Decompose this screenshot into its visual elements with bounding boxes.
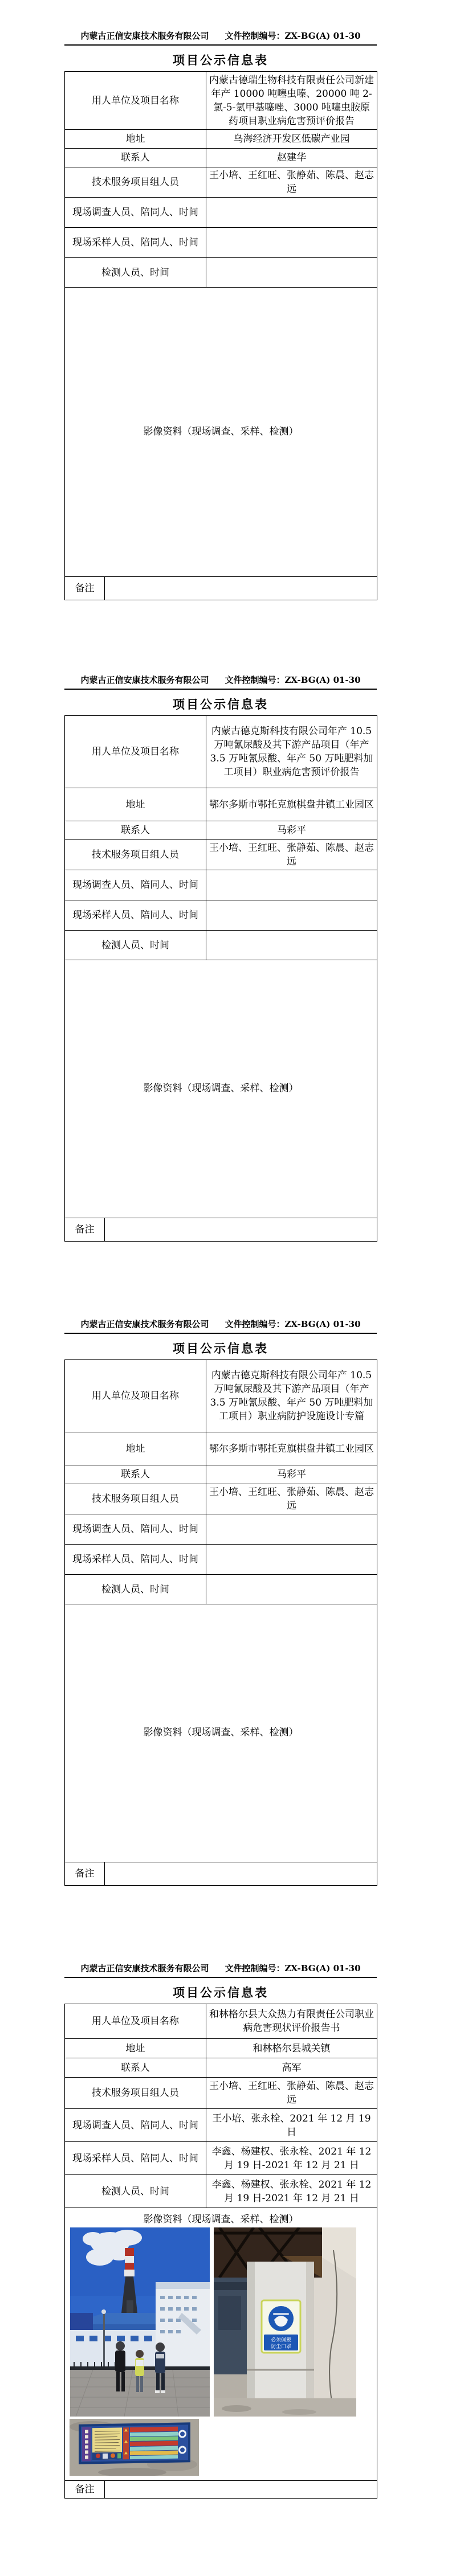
remarks-label: 备注 [65, 1862, 105, 1886]
table-row [65, 716, 377, 788]
company-name: 内蒙古正信安康技术服务有限公司 [80, 1319, 209, 1329]
tech-team-value: 王小培、王红旺、张静茹、陈晨、赵志远 [206, 167, 377, 198]
table-row [65, 149, 377, 167]
document-page-3 [0, 1288, 456, 1932]
testing-label: 检测人员、时间 [65, 931, 206, 960]
tech-team-value: 王小培、王红旺、张静茹、陈晨、赵志远 [206, 1484, 377, 1514]
table-row [65, 788, 377, 821]
table-row [65, 130, 377, 149]
project-info-table [64, 1359, 377, 1886]
testing-value [206, 258, 377, 288]
doc-control-number: 文件控制编号：ZX-BG(A) 01-30 [225, 31, 361, 41]
page-header [57, 1318, 384, 1330]
table-row [65, 1484, 377, 1514]
company-name: 内蒙古正信安康技术服务有限公司 [80, 675, 209, 685]
table-row [65, 1862, 377, 1886]
sampling-label: 现场采样人员、陪同人、时间 [65, 1545, 206, 1575]
table-row [65, 1432, 377, 1465]
header-rule [64, 44, 377, 46]
survey-value [206, 198, 377, 228]
contact-label: 联系人 [65, 2058, 206, 2078]
sign-text-line1: 必须佩戴 [270, 2337, 292, 2343]
table-row [65, 1514, 377, 1545]
contact-value: 高军 [206, 2058, 377, 2078]
page-title: 项目公示信息表 [173, 697, 268, 711]
table-row [65, 1465, 377, 1484]
contact-label: 联系人 [65, 149, 206, 167]
doc-control-number: 文件控制编号：ZX-BG(A) 01-30 [225, 1319, 361, 1329]
tech-team-value: 王小培、王红旺、张静茹、陈晨、赵志远 [206, 840, 377, 870]
table-row [65, 2175, 377, 2208]
table-row [65, 2481, 377, 2499]
media-cell [65, 960, 377, 1218]
testing-label: 检测人员、时间 [65, 1575, 206, 1604]
contact-value: 赵建华 [206, 149, 377, 167]
page-title: 项目公示信息表 [173, 53, 268, 67]
table-row [65, 198, 377, 228]
testing-value [206, 931, 377, 960]
media-cell [65, 288, 377, 577]
dust-mask-sign-photo [214, 2227, 356, 2417]
remarks-label: 备注 [65, 1218, 105, 1242]
table-row [65, 577, 377, 600]
tech-team-label: 技术服务项目组人员 [65, 167, 206, 198]
table-row [65, 1218, 377, 1242]
media-cell [65, 1604, 377, 1862]
media-section-label: 影像资料（现场调查、采样、检测） [143, 1727, 299, 1738]
survey-label: 现场调查人员、陪同人、时间 [65, 2109, 206, 2142]
header-rule [64, 1333, 377, 1334]
contact-value: 马彩平 [206, 821, 377, 840]
table-row [65, 228, 377, 258]
sampling-label: 现场采样人员、陪同人、时间 [65, 2142, 206, 2175]
employer-project-value: 内蒙古德克斯科技有限公司年产 10.5 万吨氰尿酸及其下游产品项目（年产 3.5 万吨氰尿酸、年产 50 万吨肥料加工项目）职业病防护设施设计专篇 [206, 1360, 377, 1432]
page-header [57, 674, 384, 686]
table-row [65, 870, 377, 900]
table-row [65, 821, 377, 840]
remarks-label: 备注 [65, 2481, 105, 2499]
employer-project-label: 用人单位及项目名称 [65, 1360, 206, 1432]
remarks-value [105, 2481, 377, 2499]
address-label: 地址 [65, 788, 206, 821]
doc-control-number: 文件控制编号：ZX-BG(A) 01-30 [225, 675, 361, 685]
media-section-label: 影像资料（现场调查、采样、检测） [143, 425, 299, 437]
employer-project-value: 和林格尔县大众热力有限责任公司职业病危害现状评价报告书 [206, 2004, 377, 2039]
hazard-notice-board-photo [70, 2419, 199, 2476]
remarks-value [105, 577, 377, 600]
page-header [57, 30, 384, 42]
table-row [65, 2142, 377, 2175]
table-row [65, 2004, 377, 2039]
employer-project-label: 用人单位及项目名称 [65, 72, 206, 130]
table-row [65, 1575, 377, 1604]
table-row [65, 1360, 377, 1432]
media-cell [65, 2208, 377, 2481]
address-label: 地址 [65, 1432, 206, 1465]
document-page-2 [0, 644, 456, 1288]
project-info-table [64, 715, 377, 1242]
contact-label: 联系人 [65, 1465, 206, 1484]
table-row [65, 167, 377, 198]
table-row [65, 931, 377, 960]
tech-team-value: 王小培、王红旺、张静茹、陈晨、赵志远 [206, 2078, 377, 2109]
remarks-value [105, 1218, 377, 1242]
address-label: 地址 [65, 130, 206, 149]
contact-label: 联系人 [65, 821, 206, 840]
project-info-table [64, 71, 377, 600]
table-row [65, 2078, 377, 2109]
header-rule [64, 689, 377, 690]
document-page-4 [0, 1932, 456, 2576]
media-section-label: 影像资料（现场调查、采样、检测） [143, 1083, 299, 1094]
tech-team-label: 技术服务项目组人员 [65, 1484, 206, 1514]
tech-team-label: 技术服务项目组人员 [65, 2078, 206, 2109]
table-row [65, 2058, 377, 2078]
employer-project-value: 内蒙古德瑞生物科技有限责任公司新建年产 10000 吨噻虫嗪、20000 吨 2-氯-5-氯甲基噻唑、3000 吨噻虫胺原药项目职业病危害预评价报告 [206, 72, 377, 130]
page-title: 项目公示信息表 [173, 1341, 268, 1355]
dust-mask-sign [262, 2300, 300, 2353]
table-row [65, 288, 377, 577]
contact-value: 马彩平 [206, 1465, 377, 1484]
sampling-value [206, 900, 377, 931]
address-label: 地址 [65, 2039, 206, 2058]
table-row [65, 2039, 377, 2058]
table-row [65, 1604, 377, 1862]
address-value: 鄂尔多斯市鄂托克旗棋盘井镇工业园区 [206, 788, 377, 821]
table-row [65, 1545, 377, 1575]
testing-label: 检测人员、时间 [65, 258, 206, 288]
table-row [65, 900, 377, 931]
survey-value [206, 870, 377, 900]
sampling-label: 现场采样人员、陪同人、时间 [65, 900, 206, 931]
address-value: 鄂尔多斯市鄂托克旗棋盘井镇工业园区 [206, 1432, 377, 1465]
survey-label: 现场调查人员、陪同人、时间 [65, 1514, 206, 1545]
testing-label: 检测人员、时间 [65, 2175, 206, 2208]
employer-project-label: 用人单位及项目名称 [65, 2004, 206, 2039]
testing-value [206, 1575, 377, 1604]
company-name: 内蒙古正信安康技术服务有限公司 [80, 31, 209, 41]
sign-text-line2: 防尘口罩 [270, 2344, 292, 2350]
address-value: 和林格尔县城关镇 [206, 2039, 377, 2058]
sampling-value [206, 1545, 377, 1575]
sampling-label: 现场采样人员、陪同人、时间 [65, 228, 206, 258]
survey-label: 现场调查人员、陪同人、时间 [65, 870, 206, 900]
table-row [65, 2208, 377, 2481]
table-row [65, 840, 377, 870]
document-page-1 [0, 0, 456, 644]
employer-project-value: 内蒙古德克斯科技有限公司年产 10.5 万吨氰尿酸及其下游产品项目（年产 3.5 万吨氰尿酸、年产 50 万吨肥料加工项目）职业病危害预评价报告 [206, 716, 377, 788]
testing-value: 李鑫、杨建权、张永栓、2021 年 12月 19 日-2021 年 12 月 21 日 [206, 2175, 377, 2208]
table-row [65, 72, 377, 130]
table-row [65, 258, 377, 288]
page-title: 项目公示信息表 [173, 1985, 268, 2000]
employer-project-label: 用人单位及项目名称 [65, 716, 206, 788]
photo-row [68, 2227, 374, 2417]
survey-value: 王小培、张永栓、2021 年 12 月 19日 [206, 2109, 377, 2142]
survey-label: 现场调查人员、陪同人、时间 [65, 198, 206, 228]
sampling-value: 李鑫、杨建权、张永栓、2021 年 12月 19 日-2021 年 12 月 21 日 [206, 2142, 377, 2175]
doc-control-number: 文件控制编号：ZX-BG(A) 01-30 [225, 1963, 361, 1973]
page-header [57, 1962, 384, 1974]
company-name: 内蒙古正信安康技术服务有限公司 [80, 1963, 209, 1973]
table-row [65, 2109, 377, 2142]
tech-team-label: 技术服务项目组人员 [65, 840, 206, 870]
remarks-value [105, 1862, 377, 1886]
header-rule [64, 1977, 377, 1978]
table-row [65, 960, 377, 1218]
address-value: 乌海经济开发区低碳产业园 [206, 130, 377, 149]
survey-value [206, 1514, 377, 1545]
remarks-label: 备注 [65, 577, 105, 600]
media-section-label: 影像资料（现场调查、采样、检测） [143, 2214, 299, 2225]
sampling-value [206, 228, 377, 258]
site-survey-photo [70, 2227, 210, 2417]
project-info-table [64, 2004, 377, 2499]
